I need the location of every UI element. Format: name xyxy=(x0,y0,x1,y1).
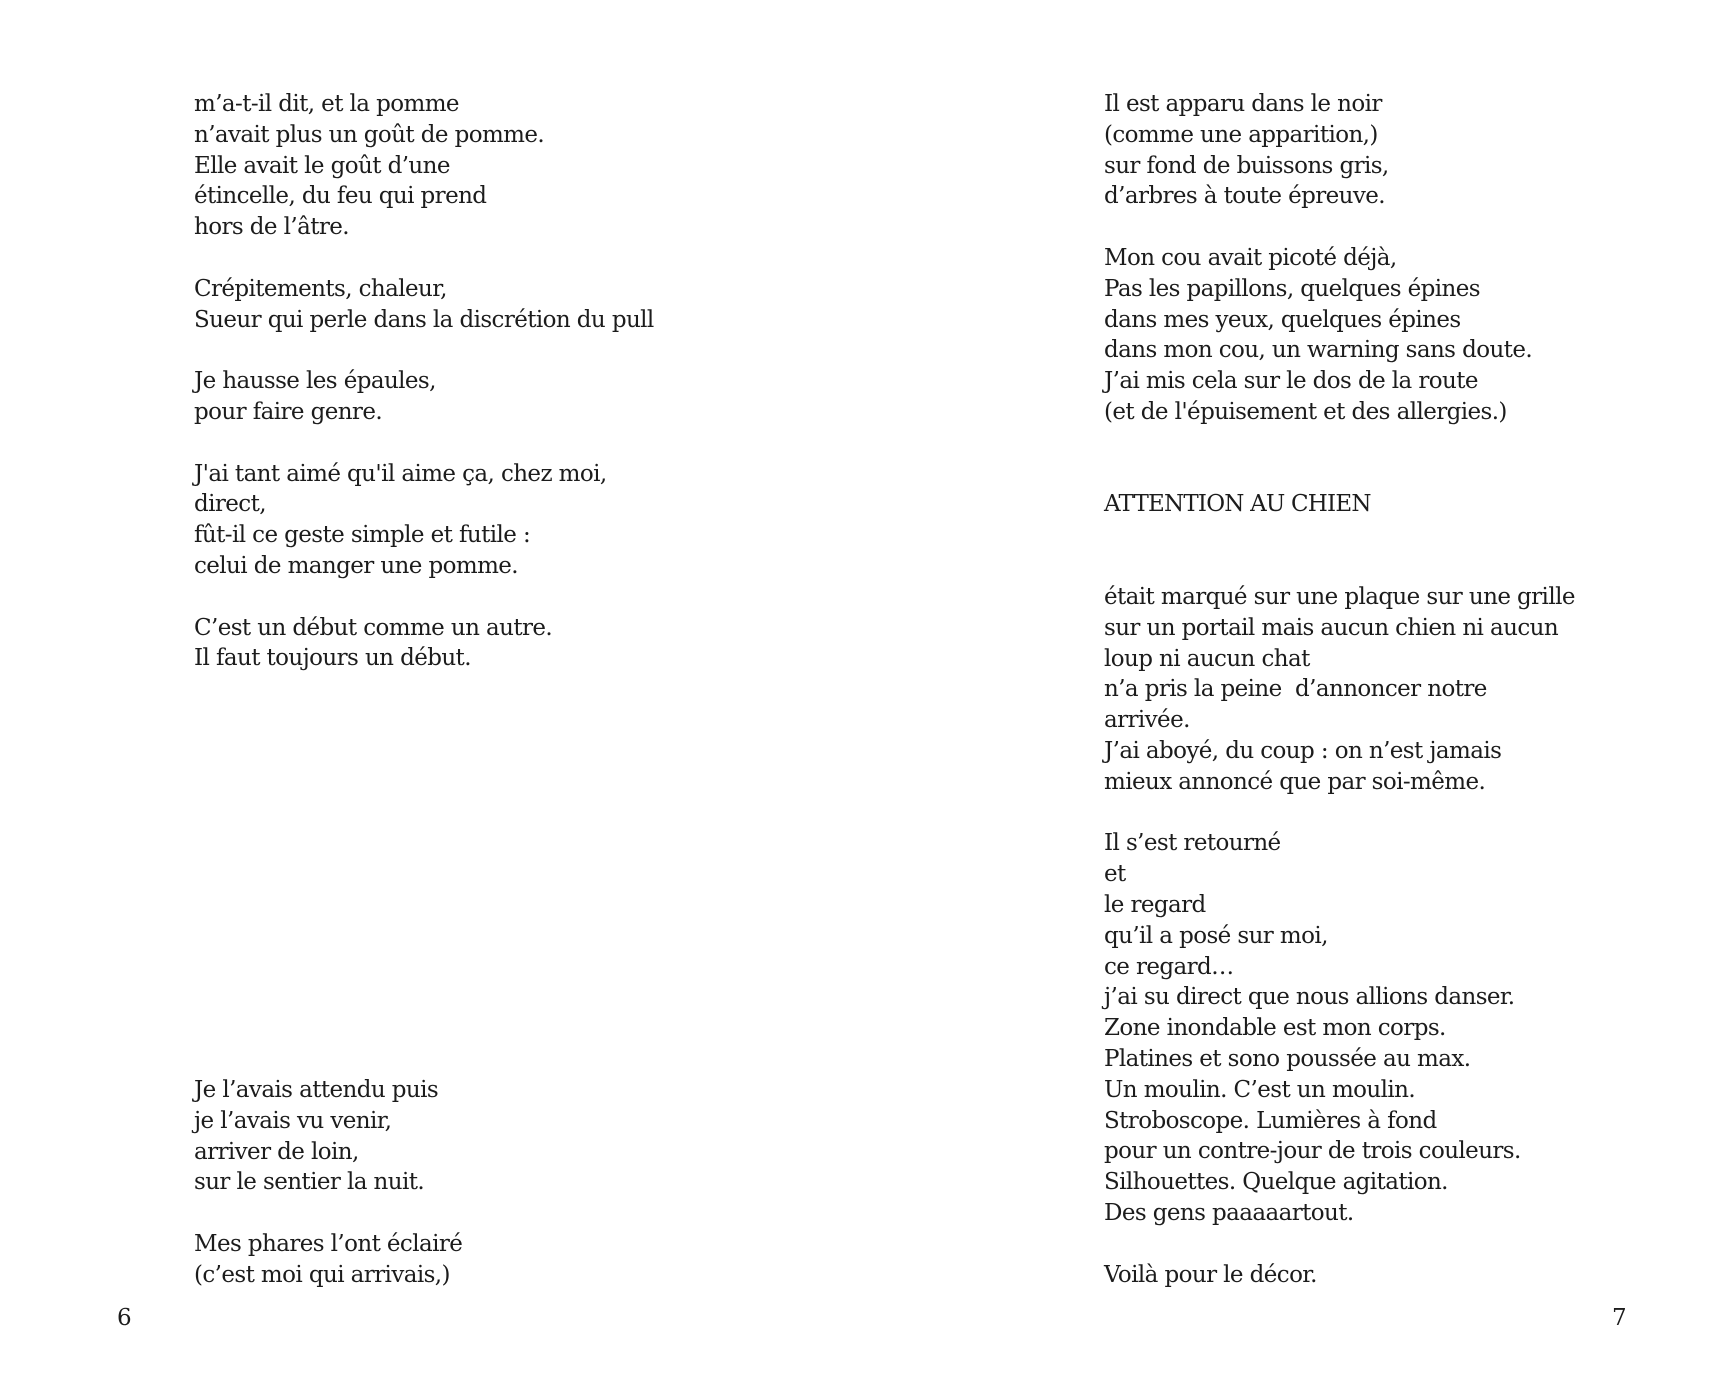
heading-text: ATTENTION AU CHIEN xyxy=(1104,491,1371,517)
verse-line: sur le sentier la nuit. xyxy=(194,1169,425,1196)
stanza xyxy=(194,89,642,243)
poem-block-bottom xyxy=(194,1075,642,1291)
verse-line: direct, xyxy=(194,491,266,518)
verse-line: n’avait plus un goût de pomme. xyxy=(194,121,545,148)
verse-line: Il faut toujours un début. xyxy=(194,645,471,672)
stanza xyxy=(1104,582,1575,798)
verse-line: mieux annoncé que par soi-même. xyxy=(1104,768,1486,795)
verse-line: Il s’est retourné xyxy=(1104,830,1281,857)
right-page xyxy=(866,0,1732,1378)
verse-line: ce regard… xyxy=(1104,953,1234,980)
verse-line: sur un portail mais aucun chien ni aucun xyxy=(1104,614,1559,641)
verse-line: Sueur qui perle dans la discrétion du pull xyxy=(194,306,654,333)
verse-line: Je hausse les épaules, xyxy=(194,368,436,395)
verse-line: pour un contre-jour de trois couleurs. xyxy=(1104,1138,1521,1165)
verse-line: Je l’avais attendu puis xyxy=(194,1077,439,1103)
verse-line: pour faire genre. xyxy=(194,398,383,425)
verse-line: arriver de loin, xyxy=(194,1138,359,1165)
verse-line: Voilà pour le décor. xyxy=(1104,1261,1317,1288)
verse-line: sur fond de buissons gris, xyxy=(1104,152,1389,179)
verse-line: hors de l’âtre. xyxy=(194,214,349,241)
verse-line: Un moulin. C’est un moulin. xyxy=(1104,1076,1416,1103)
verse-line: j’ai su direct que nous allions danser. xyxy=(1104,984,1515,1011)
stanza xyxy=(1104,89,1550,212)
verse-line: étincelle, du feu qui prend xyxy=(194,183,487,210)
verse-line: Des gens paaaaartout. xyxy=(1104,1199,1354,1226)
stanza xyxy=(194,1229,642,1291)
verse-line: Crépitements, chaleur, xyxy=(194,275,447,302)
verse-line: et xyxy=(1104,861,1126,888)
verse-line: Il est apparu dans le noir xyxy=(1104,91,1382,117)
verse-line: n’a pris la peine d’annoncer notre xyxy=(1104,676,1487,703)
verse-line: J’ai mis cela sur le dos de la route xyxy=(1104,368,1478,395)
verse-line: Platines et sono poussée au max. xyxy=(1104,1045,1471,1072)
verse-line: loup ni aucun chat xyxy=(1104,645,1310,672)
verse-line: fût-il ce geste simple et futile : xyxy=(194,522,531,549)
page-number: 6 xyxy=(117,1305,132,1331)
stanza xyxy=(194,274,654,336)
verse-line: dans mes yeux, quelques épines xyxy=(1104,306,1461,333)
verse-line: Stroboscope. Lumières à fond xyxy=(1104,1107,1437,1134)
verse-line: Zone inondable est mon corps. xyxy=(1104,1015,1446,1042)
stanza xyxy=(194,459,642,582)
verse-line: m’a-t-il dit, et la pomme xyxy=(194,91,459,117)
verse-line: Mes phares l’ont éclairé xyxy=(194,1230,463,1257)
verse-line: (c’est moi qui arrivais,) xyxy=(194,1261,450,1288)
verse-line: d’arbres à toute épreuve. xyxy=(1104,183,1385,210)
verse-line: arrivée. xyxy=(1104,707,1190,734)
verse-line: C’est un début comme un autre. xyxy=(194,614,553,641)
verse-line: celui de manger une pomme. xyxy=(194,552,519,579)
verse-line: J’ai aboyé, du coup : on n’est jamais xyxy=(1104,737,1502,764)
poem-block-bottom xyxy=(1104,582,1575,1290)
poem-block-top xyxy=(1104,89,1550,428)
verse-line: le regard xyxy=(1104,891,1206,918)
verse-line: Pas les papillons, quelques épines xyxy=(1104,275,1480,302)
poem-heading xyxy=(1104,489,1550,520)
verse-line: (comme une apparition,) xyxy=(1104,121,1378,148)
verse-line: Mon cou avait picoté déjà, xyxy=(1104,244,1397,271)
verse-line: (et de l'épuisement et des allergies.) xyxy=(1104,398,1507,425)
page-number: 7 xyxy=(1612,1305,1627,1331)
stanza xyxy=(194,1075,642,1198)
verse-line: Elle avait le goût d’une xyxy=(194,152,450,179)
verse-line: qu’il a posé sur moi, xyxy=(1104,922,1328,949)
verse-line: J'ai tant aimé qu'il aime ça, chez moi, xyxy=(194,460,607,487)
verse-line: dans mon cou, un warning sans doute. xyxy=(1104,337,1533,364)
verse-line: je l’avais vu venir, xyxy=(194,1107,392,1134)
verse-line: Silhouettes. Quelque agitation. xyxy=(1104,1169,1448,1196)
stanza xyxy=(1104,1260,1550,1291)
poem-block-top xyxy=(194,89,654,674)
stanza xyxy=(1104,828,1550,1228)
stanza xyxy=(194,366,642,428)
verse-line: était marqué sur une plaque sur une grille xyxy=(1104,584,1575,610)
stanza xyxy=(1104,243,1550,428)
stanza xyxy=(194,613,642,675)
